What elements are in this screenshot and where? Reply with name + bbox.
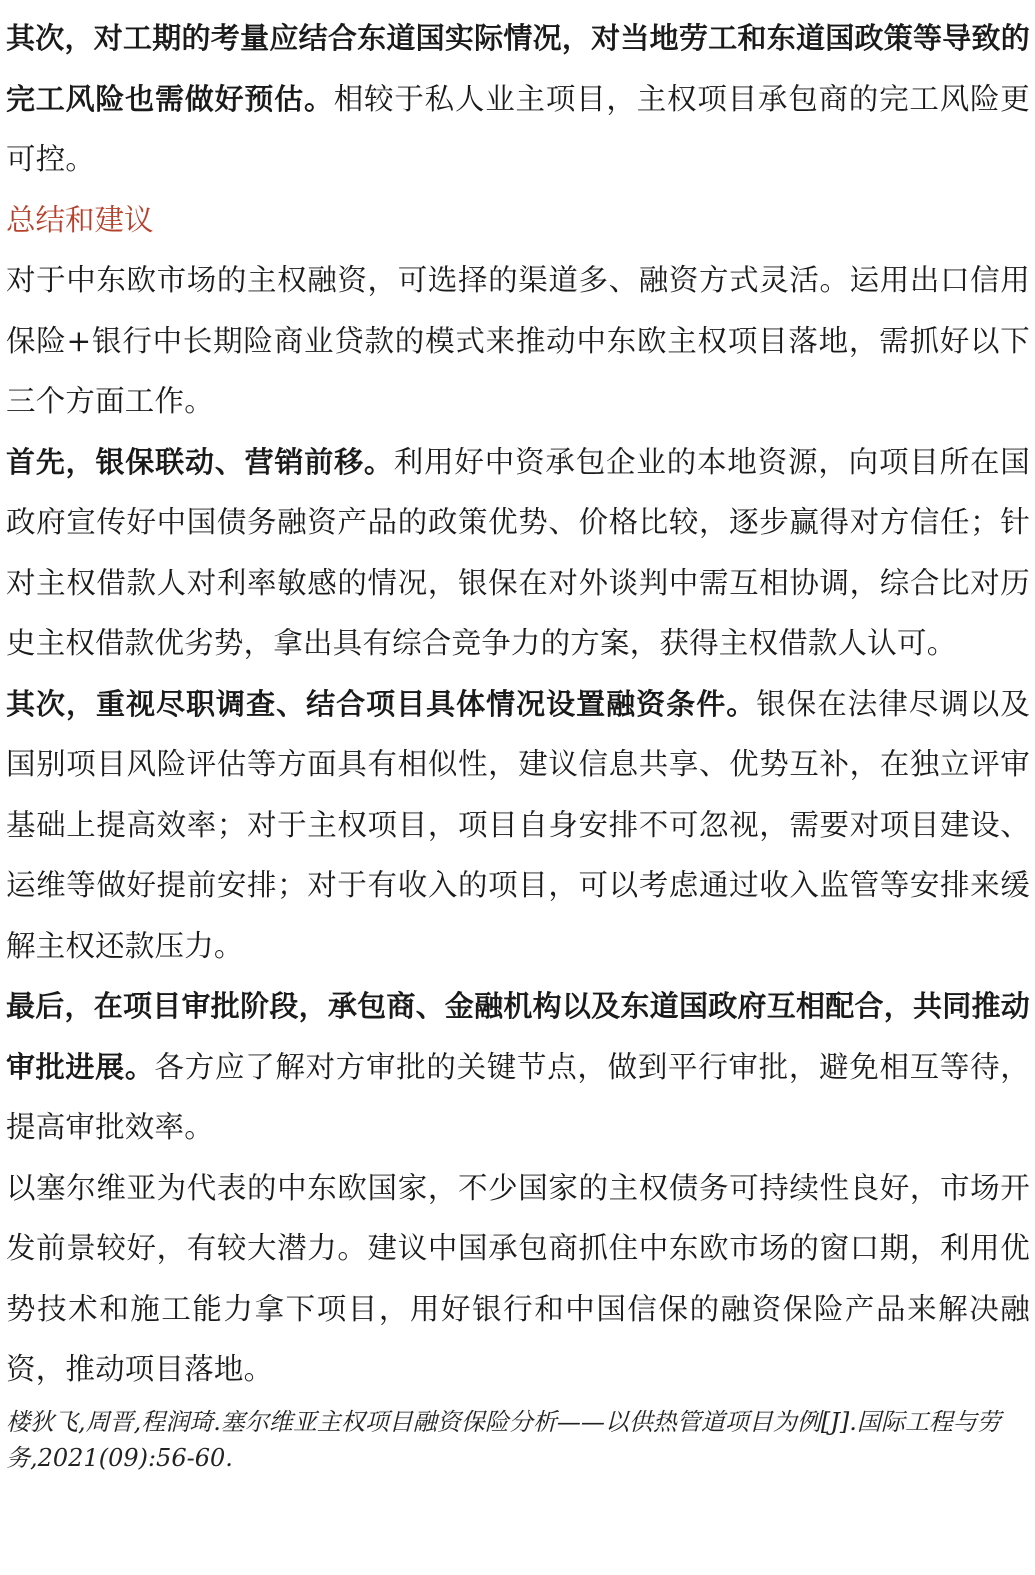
- paragraph-text: 各方应了解对方审批的关键节点，做到平行审批，避免相互等待，提高审批效率。: [6, 1049, 1030, 1144]
- paragraph-lead: 其次，重视尽职调查、结合项目具体情况设置融资条件。: [6, 686, 757, 721]
- paragraph-lead: 其次，对工期的考量应结合东道国实际情况，对当地劳工和东道国政策等导致的完工风险也需做好预估。: [6, 21, 1030, 116]
- section-heading-summary: 总结和建议: [6, 202, 154, 237]
- paragraph-second-point: [6, 674, 1030, 977]
- paragraph-conclusion: [6, 1158, 1030, 1400]
- paragraph-first-point: [6, 432, 1030, 674]
- paragraph-completion-risk: [6, 8, 1030, 190]
- paragraph-text: 银保在法律尽调以及国别项目风险评估等方面具有相似性，建议信息共享、优势互补，在独立评审基础上提高效率；对于主权项目，项目自身安排不可忽视，需要对项目建设、运维等做好提前安排；对于有收入的项目，可以考虑通过收入监管等安排来缓解主权还款压力。: [6, 686, 1030, 963]
- paragraph-lead: 最后，在项目审批阶段，承包商、金融机构以及东道国政府互相配合，共同推动审批进展。: [6, 989, 1030, 1084]
- paragraph-overview: [6, 250, 1030, 432]
- paragraph-text: 以塞尔维亚为代表的中东欧国家，不少国家的主权债务可持续性良好，市场开发前景较好，有较大潜力。建议中国承包商抓住中东欧市场的窗口期，利用优势技术和施工能力拿下项目，用好银行和中国信保的融资保险产品来解决融资，推动项目落地。: [6, 1170, 1030, 1386]
- paragraph-text: 相较于私人业主项目，主权项目承包商的完工风险更可控。: [6, 81, 1030, 176]
- paragraph-lead: 首先，银保联动、营销前移。: [6, 444, 394, 479]
- citation-reference: 楼狄飞,周晋,程润琦.塞尔维亚主权项目融资保险分析——以供热管道项目为例[J].国际工程与劳务,2021(09):56-60.: [6, 1407, 1001, 1472]
- paragraph-text: 对于中东欧市场的主权融资，可选择的渠道多、融资方式灵活。运用出口信用保险+银行中长期险商业贷款的模式来推动中东欧主权项目落地，需抓好以下三个方面工作。: [6, 263, 1030, 418]
- article-body: [6, 8, 1030, 1476]
- paragraph-third-point: [6, 976, 1030, 1158]
- paragraph-text: 利用好中资承包企业的本地资源，向项目所在国政府宣传好中国债务融资产品的政策优势、价格比较，逐步赢得对方信任；针对主权借款人对利率敏感的情况，银保在对外谈判中需互相协调，综合比对历史主权借款优劣势，拿出具有综合竞争力的方案，获得主权借款人认可。: [6, 444, 1031, 660]
